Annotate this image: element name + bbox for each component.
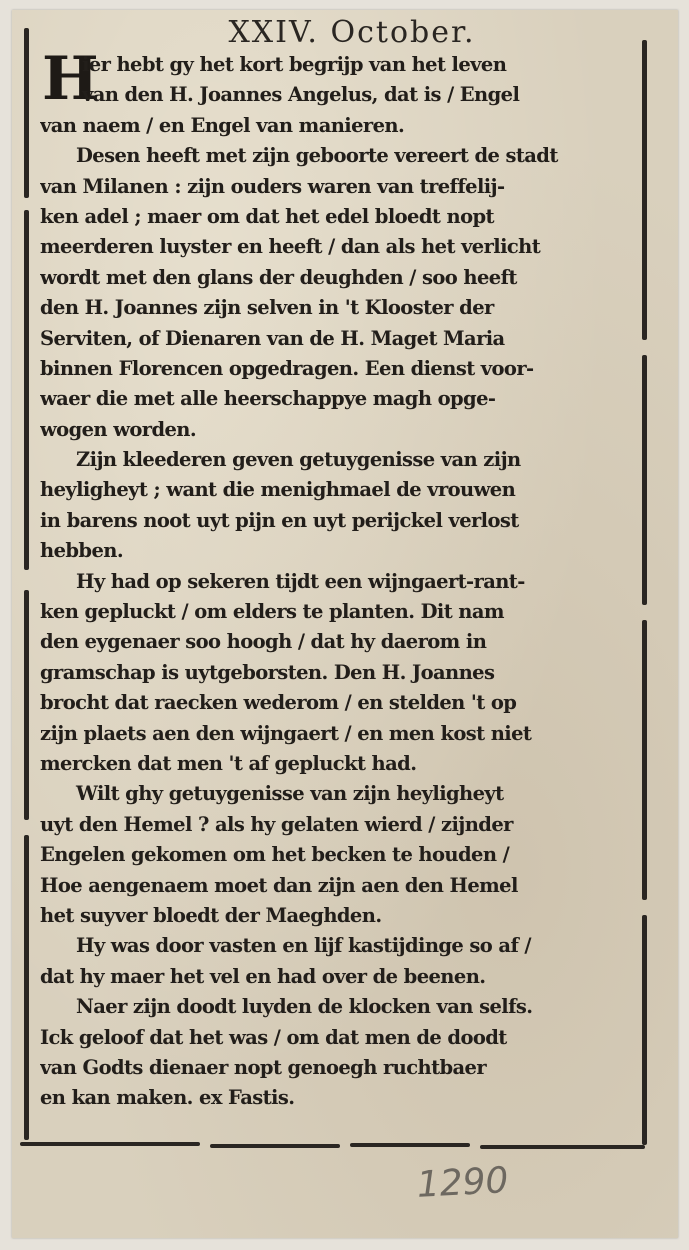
text-line: Hy was door vasten en lijf kastijdinge so af /	[76, 934, 531, 958]
text-line: het suyver bloedt der Maeghden.	[40, 903, 382, 927]
text-line: Wilt ghy getuygenisse van zijn heyligheyt	[76, 782, 504, 806]
text-line: brocht dat raecken wederom / en stelden 't op	[40, 691, 517, 715]
text-line: van Milanen : zijn ouders waren van treffelij-	[40, 174, 505, 198]
text-line: meerderen luyster en heeft / dan als het verlicht	[40, 235, 541, 259]
text-line: Engelen gekomen om het becken te houden /	[40, 843, 510, 867]
printed-page	[12, 10, 678, 1238]
bottom-border-rule	[20, 1142, 200, 1146]
text-line: Serviten, of Dienaren van de H. Maget Maria	[40, 326, 505, 350]
text-line: wogen worden.	[40, 417, 197, 441]
text-line: wordt met den glans der deughden / soo heeft	[40, 265, 517, 289]
handwritten-number: 1290	[415, 1160, 510, 1206]
drop-cap: H	[42, 44, 99, 114]
bottom-border-rule	[210, 1144, 340, 1148]
text-line: hebben.	[40, 539, 124, 563]
text-line: Ick geloof dat het was / om dat men de doodt	[40, 1025, 507, 1049]
text-line: en kan maken. ex Fastis.	[40, 1086, 295, 1110]
text-line: in barens noot uyt pijn en uyt perijckel verlost	[40, 508, 519, 532]
text-line: ier hebt gy het kort begrijp van het leven	[82, 53, 507, 76]
bottom-border-rule	[350, 1143, 470, 1147]
text-line: van Godts dienaer nopt genoegh ruchtbaer	[40, 1055, 487, 1079]
text-line: Hoe aengenaem moet dan zijn aen den Hemel	[40, 873, 518, 897]
text-line: Hy had op sekeren tijdt een wijngaert-rant-	[76, 569, 525, 593]
text-line: ken adel ; maer om dat het edel bloedt nopt	[40, 204, 494, 228]
text-line: den eygenaer soo hoogh / dat hy daerom in	[40, 630, 487, 654]
body-text	[40, 44, 650, 1114]
text-line: binnen Florencen opgedragen. Een dienst voor-	[40, 356, 534, 380]
text-line: gramschap is uytgeborsten. Den H. Joannes	[40, 660, 495, 684]
left-border-rule	[24, 28, 29, 198]
text-line: uyt den Hemel ? als hy gelaten wierd / zijnder	[40, 812, 513, 836]
text-line: mercken dat men 't af gepluckt had.	[40, 751, 417, 775]
text-line: ken gepluckt / om elders te planten. Dit nam	[40, 600, 504, 624]
text-line: Zijn kleederen geven getuygenisse van zijn	[76, 448, 521, 472]
text-line: Naer zijn doodt luyden de klocken van selfs.	[76, 995, 533, 1019]
text-line: dat hy maer het vel en had over de beenen.	[40, 964, 486, 988]
text-line: van den H. Joannes Angelus, dat is / Engel	[82, 83, 520, 107]
text-line: den H. Joannes zijn selven in 't Klooster der	[40, 296, 494, 320]
text-line: zijn plaets aen den wijngaert / en men kost niet	[40, 721, 532, 745]
left-border-rule	[24, 835, 29, 1140]
page-header: XXIV. October.	[228, 15, 476, 50]
left-border-rule	[24, 210, 29, 570]
text-line: waer die met alle heerschappye magh opge-	[40, 387, 496, 411]
text-line: heyligheyt ; want die menighmael de vrouwen	[40, 478, 516, 502]
bottom-border-rule	[480, 1145, 645, 1149]
text-line: Desen heeft met zijn geboorte vereert de stadt	[76, 144, 558, 168]
text-line: van naem / en Engel van manieren.	[40, 113, 405, 137]
left-border-rule	[24, 590, 29, 820]
